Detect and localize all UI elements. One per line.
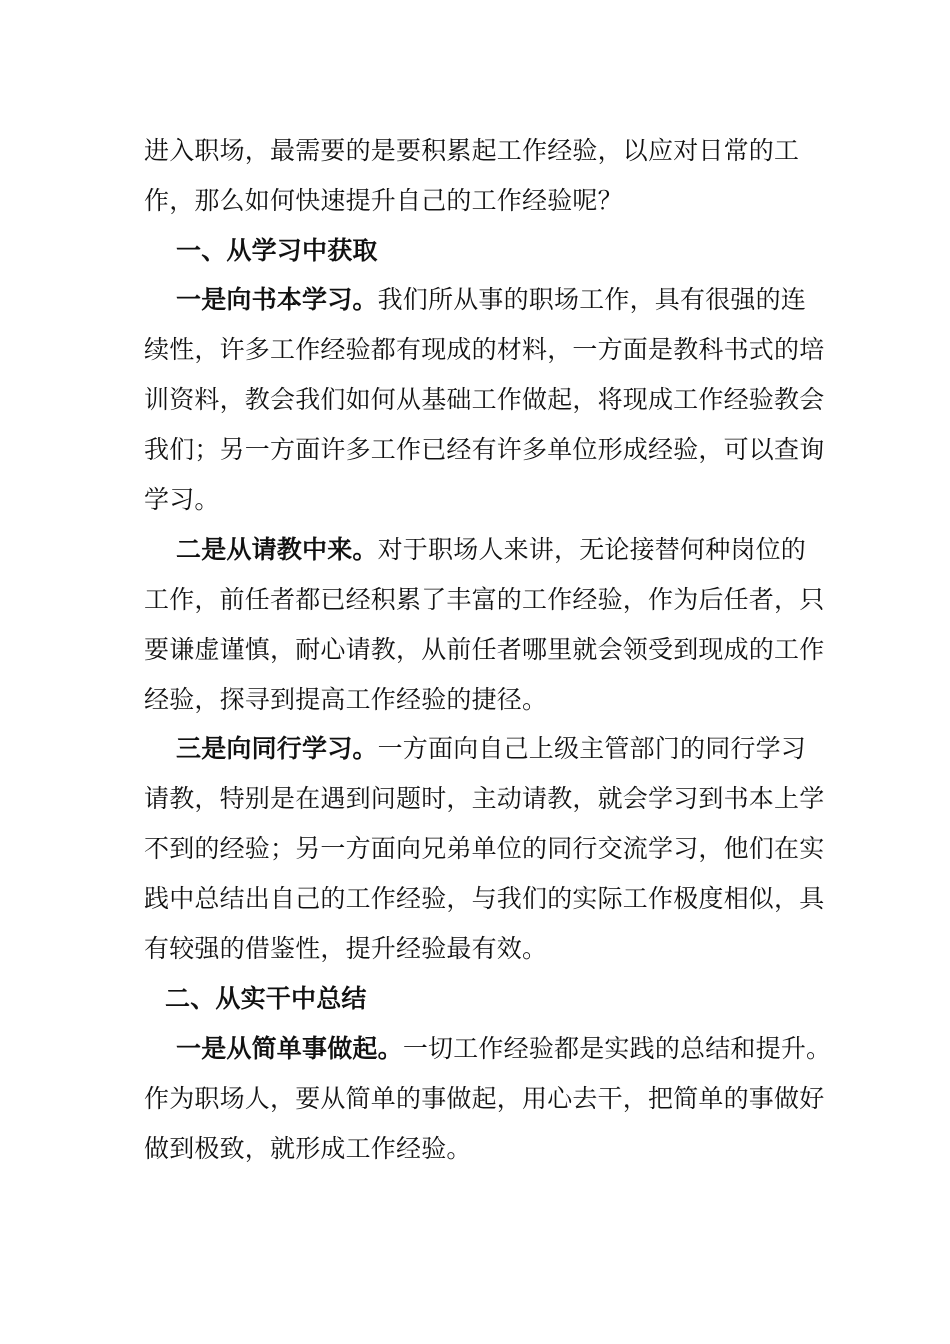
section-1-para-1-line-5: 学习。 [144,485,220,514]
section-1-para-3-lead: 三是向同行学习。 [176,734,378,763]
section-1-para-3-line-4: 践中总结出自己的工作经验，与我们的实际工作极度相似，具 [144,884,825,913]
section-1-para-2-line-3: 要谦虚谨慎，耐心请教，从前任者哪里就会领受到现成的工作 [144,635,825,664]
section-1-para-1-line-3: 训资料，教会我们如何从基础工作做起，将现成工作经验教会 [144,385,825,414]
section-1-para-2-line-2: 工作，前任者都已经积累了丰富的工作经验，作为后任者，只 [144,585,825,614]
section-1-para-1-lead: 一是向书本学习。 [176,285,378,314]
section-1-para-3-line-2: 请教，特别是在遇到问题时，主动请教，就会学习到书本上学 [144,784,825,813]
section-1-para-2-line-1 [176,533,806,567]
section-1-heading: 一、从学习中获取 [176,236,378,265]
section-1-para-3-line-3: 不到的经验；另一方面向兄弟单位的同行交流学习，他们在实 [144,834,825,863]
section-1-para-1-line-2: 续性，许多工作经验都有现成的材料，一方面是教科书式的培 [144,335,825,364]
section-1-para-1-line-1 [176,283,806,317]
section-1-para-2-line-4: 经验，探寻到提高工作经验的捷径。 [144,685,548,714]
section-2-para-1-line-2: 作为职场人，要从简单的事做起，用心去干，把简单的事做好 [144,1084,825,1113]
section-2-heading: 二、从实干中总结 [165,984,367,1013]
section-1-para-1-line-4: 我们；另一方面许多工作已经有许多单位形成经验，可以查询 [144,435,825,464]
section-2-para-1-line-3: 做到极致，就形成工作经验。 [144,1134,472,1163]
section-1-para-1-first-rest: 我们所从事的职场工作，具有很强的连 [377,285,807,314]
section-2-para-1-line-1 [176,1032,831,1066]
intro-line-1: 进入职场，最需要的是要积累起工作经验，以应对日常的工 [144,136,800,165]
section-1-para-2-first-rest: 对于职场人来讲，无论接替何种岗位的 [377,535,807,564]
section-2-para-1-lead: 一是从简单事做起。 [176,1034,403,1063]
section-1-para-2-lead: 二是从请教中来。 [176,535,378,564]
intro-line-2: 作，那么如何快速提升自己的工作经验呢？ [144,186,623,215]
section-1-para-3-first-rest: 一方面向自己上级主管部门的同行学习 [377,734,807,763]
section-1-para-3-line-1 [176,732,806,766]
section-1-para-3-line-5: 有较强的借鉴性，提升经验最有效。 [144,934,548,963]
section-2-para-1-first-rest: 一切工作经验都是实践的总结和提升。 [402,1034,832,1063]
